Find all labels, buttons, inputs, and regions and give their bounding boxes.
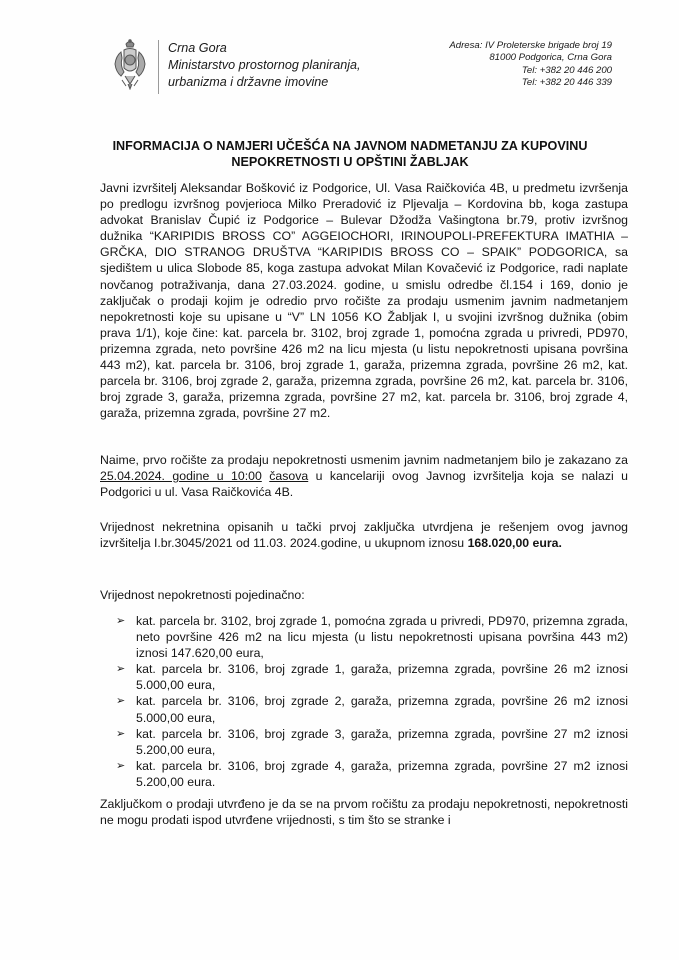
list-item-text: kat. parcela br. 3106, broj zgrade 1, garaža, prizemna zgrada, površine 26 m2 iznosi 5.000,00 eura, <box>136 662 628 693</box>
contact-block <box>449 40 612 90</box>
value-paragraph <box>100 519 628 551</box>
header-divider <box>158 40 159 94</box>
hearing-prefix: Naime, prvo ročište za prodaju nepokretnosti usmenim javnim nadmetanjem bilo je zakazano za <box>100 453 628 467</box>
arrow-bullet-icon: ➢ <box>116 759 126 772</box>
list-item <box>116 661 628 693</box>
arrow-bullet-icon: ➢ <box>116 727 126 740</box>
list-item <box>116 758 628 790</box>
hearing-date: 25.04.2024. godine u 10:00 <box>100 469 262 484</box>
title-line-1: INFORMACIJA O NAMJERI UČEŠĆA NA JAVNOM NADMETANJU ZA KUPOVINU <box>112 139 588 153</box>
arrow-bullet-icon: ➢ <box>116 615 126 627</box>
list-item-text: kat. parcela br. 3106, broj zgrade 3, garaža, prizemna zgrada, površine 27 m2 iznosi 5.200,00 eura, <box>136 726 628 757</box>
list-item <box>116 726 628 758</box>
ministry-line-1: Ministarstvo prostornog planiranja, <box>168 58 361 72</box>
list-item-text: kat. parcela br. 3102, broj zgrade 1, pomoćna zgrada u privredi, PD970, prizemna zgrada, neto površine 426 m2 na licu mjesta (u listu nepokretnosti upisana površina 443 m2) iznosi 147.620,00 eura, <box>136 614 628 661</box>
hearing-suffix: u kancelariji ovog Javnog izvršitelja koja se nalazi u Podgorici u ul. Vasa Raičkovića 4B. <box>100 469 628 500</box>
country-line: Crna Gora <box>168 41 227 55</box>
title-line-2: NEPOKRETNOSTI U OPŠTINI ŽABLJAK <box>231 155 469 169</box>
property-values-list <box>116 613 628 790</box>
intro-paragraph: Javni izvršitelj Aleksandar Bošković iz Podgorice, Ul. Vasa Raičkovića 4B, u predmetu izvršenja po predlogu izvršnog povjerioca Milko Preradović iz Pljevalja – Kordovina bb, koga zastupa advokat Branislav Čupić iz Podgorice – Bulevar Džodža Vašingtona br.79, protiv izvršnog dužnika “KARIPIDIS BROSS CO” AGGEIOCHORI, IRINOUPOLI-PREFEKTURA IMATHIA – GRČKA, DIO STRANOG DRUŠTVA “KARIPIDIS BROSS CO – SPAIK” PODGORICA, sa sjedištem u ulica Slobode 85, koga zastupa advokat Milan Kovačević iz Podgorice, radi naplate novčanog potraživanja, dana 27.03.2024. godine, u smislu odredbe čl.154 i 169, donio je zaključak o prodaji kojim je odredio prvo ročište za prodaju usmenim javnim nadmetanjem nepokretnosti koje su upisane u “V” LN 1056 KO Žabljak I, u svojini izvršnog dužnika (obim prava 1/1), koje čine: kat. parcela br. 3102, broj zgrade 1, pomoćna zgrada u privredi, PD970, prizemna zgrada, neto površine 426 m2 na licu mjesta (u listu nepokretnosti upisana površina 443 m2), kat. parcela br. 3106, broj zgrade 1, garaža, prizemna zgrada, površine 26 m2, kat. parcela br. 3106, broj zgrade 2, garaža, prizemna zgrada, površine 26 m2, kat. parcela br. 3106, broj zgrade 3, garaža, prizemna zgrada, površine 27 m2, kat. parcela br. 3106, broj zgrade 4, garaža, prizemna zgrada, površine 27 m2. <box>100 181 628 421</box>
phone-line-1: Tel: +382 20 446 200 <box>521 64 612 76</box>
ministry-line-2: urbanizma i državne imovine <box>168 75 329 89</box>
phone-line-2: Tel: +382 20 446 339 <box>521 77 612 89</box>
value-text: Vrijednost nekretnina opisanih u tački prvoj zaključka utvrdjena je rešenjem ovog javnog izvršitelja I.br.3045/2021 od 11.03. 2024.godine, u ukupnom iznosu <box>100 520 628 551</box>
address-line: Adresa: IV Proleterske brigade broj 19 <box>449 40 612 51</box>
document-title <box>60 138 640 170</box>
coat-of-arms-icon <box>112 38 148 90</box>
hearing-hours: časova <box>269 469 309 484</box>
letterhead <box>112 38 612 108</box>
list-item <box>116 613 628 661</box>
arrow-bullet-icon: ➢ <box>116 695 126 708</box>
list-item-text: kat. parcela br. 3106, broj zgrade 2, garaža, prizemna zgrada, površine 26 m2 iznosi 5.000,00 eura, <box>136 694 628 725</box>
hearing-paragraph <box>100 452 628 500</box>
city-line: 81000 Podgorica, Crna Gora <box>489 52 612 64</box>
conclusion-paragraph: Zaključkom o prodaji utvrđeno je da se na prvom ročištu za prodaju nepokretnosti, nepokretnosti ne mogu prodati ispod utvrđene vrijednosti, s tim što se stranke i <box>100 797 628 828</box>
list-item <box>116 693 628 725</box>
ministry-name <box>168 40 361 91</box>
list-item-text: kat. parcela br. 3106, broj zgrade 4, garaža, prizemna zgrada, površine 27 m2 iznosi 5.200,00 eura. <box>136 758 628 789</box>
value-total: 168.020,00 eura. <box>467 536 562 551</box>
individual-values-heading: Vrijednost nepokretnosti pojedinačno: <box>100 588 305 602</box>
arrow-bullet-icon: ➢ <box>116 663 126 676</box>
